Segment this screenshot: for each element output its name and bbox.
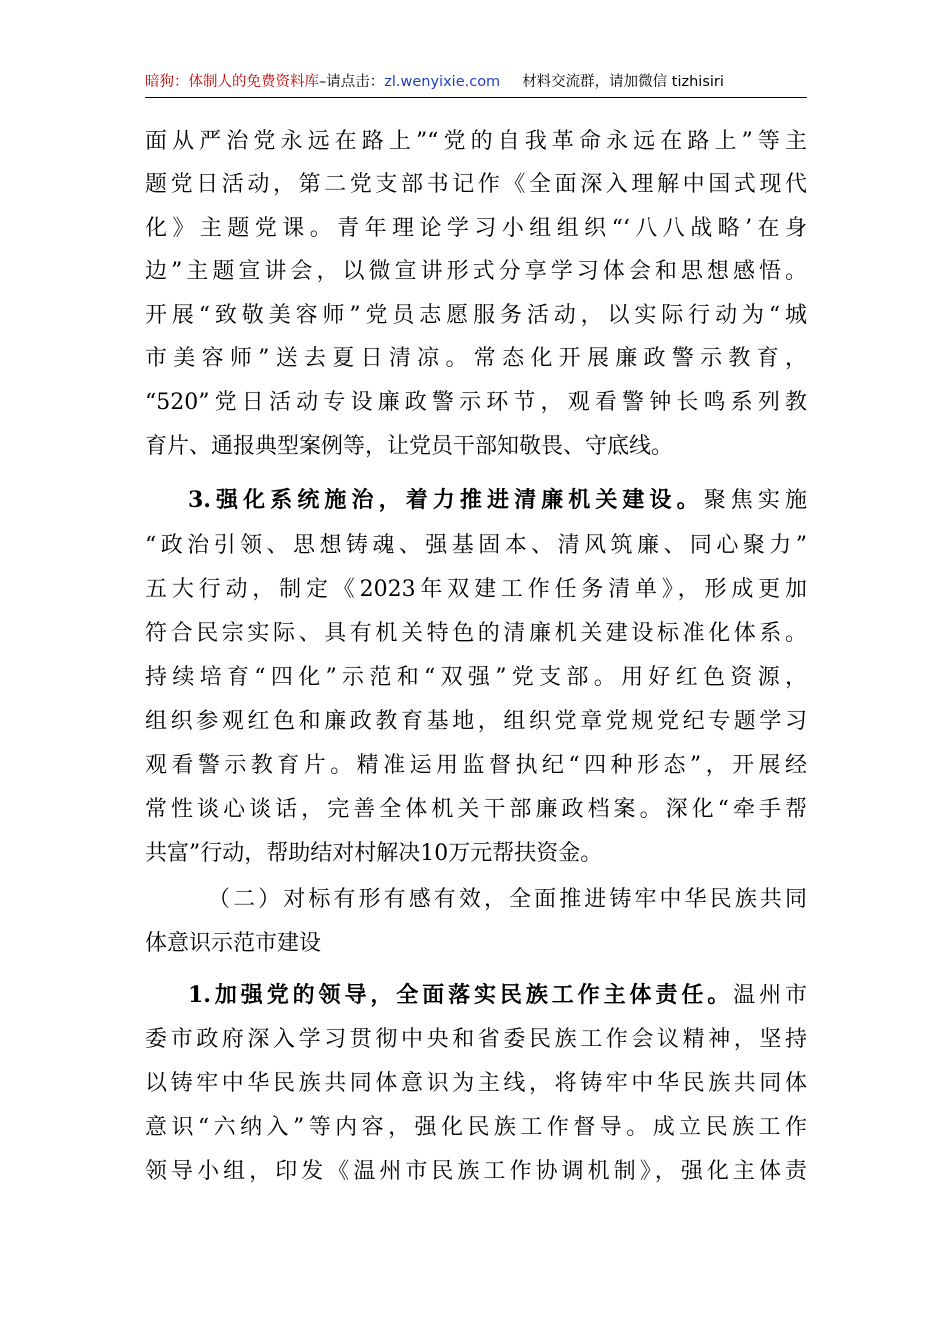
body-line: 面从严治党永远在路上”“党的自我革命永远在路上”等主 bbox=[145, 129, 807, 154]
body-line: 常性谈心谈话，完善全体机关干部廉政档案。深化“牵手帮 bbox=[145, 797, 807, 822]
body-line: 五大行动，制定《2023年双建工作任务清单》，形成更加 bbox=[145, 577, 807, 602]
body-line: 题党日活动，第二党支部书记作《全面深入理解中国式现代 bbox=[145, 172, 807, 197]
body-line: 市美容师”送去夏日清凉。常态化开展廉政警示教育， bbox=[145, 346, 807, 371]
body-line: 委市政府深入学习贯彻中央和省委民族工作会议精神，坚持 bbox=[145, 1027, 807, 1052]
header-click-label: –请点击： bbox=[319, 74, 385, 90]
body-line: 组织参观红色和廉政教育基地，组织党章党规党纪专题学习 bbox=[145, 709, 807, 734]
body-line: 以铸牢中华民族共同体意识为主线，将铸牢中华民族共同体 bbox=[145, 1071, 807, 1096]
page-header bbox=[145, 68, 807, 96]
body-line: 开展“致敬美容师”党员志愿服务活动，以实际行动为“城 bbox=[145, 303, 807, 328]
section-heading-line: （二）对标有形有感有效，全面推进铸牢中华民族共同 bbox=[208, 887, 807, 912]
header-brand: 暗狗：体制人的免费资料库 bbox=[145, 74, 319, 90]
header-divider bbox=[145, 97, 807, 98]
body-line: 符合民宗实际、具有机关特色的清廉机关建设标准化体系。 bbox=[145, 621, 807, 646]
paragraph-1-heading: 1.加强党的领导，全面落实民族工作主体责任。 bbox=[188, 982, 734, 1008]
paragraph-1-first-line bbox=[188, 975, 807, 1015]
paragraph-3-first-tail: 聚焦实施 bbox=[703, 488, 807, 513]
paragraph-3-heading: 3.强化系统施治，着力推进清廉机关建设。 bbox=[188, 487, 704, 513]
body-line: “520”党日活动专设廉政警示环节，观看警钟长鸣系列教 bbox=[145, 390, 807, 415]
body-line: 共富”行动，帮助结对村解决10万元帮扶资金。 bbox=[145, 841, 603, 866]
body-line: 观看警示教育片。精准运用监督执纪“四种形态”，开展经 bbox=[145, 753, 807, 778]
body-line: 边”主题宣讲会，以微宣讲形式分享学习体会和思想感悟。 bbox=[145, 259, 807, 284]
paragraph-3-first-line bbox=[188, 480, 807, 520]
section-heading-line: 体意识示范市建设 bbox=[145, 931, 322, 956]
header-group-info: 材料交流群，请加微信 tizhisiri bbox=[522, 74, 724, 90]
body-line: 持续培育“四化”示范和“双强”党支部。用好红色资源， bbox=[145, 665, 807, 690]
header-url-link[interactable]: zl.wenyixie.com bbox=[384, 74, 501, 90]
body-line: 育片、通报典型案例等，让党员干部知敬畏、守底线。 bbox=[145, 434, 674, 459]
body-line: 意识“六纳入”等内容，强化民族工作督导。成立民族工作 bbox=[145, 1115, 807, 1140]
paragraph-1-first-tail: 温州市 bbox=[733, 983, 807, 1008]
body-line: 领导小组，印发《温州市民族工作协调机制》，强化主体责 bbox=[145, 1159, 807, 1184]
body-line: “政治引领、思想铸魂、强基固本、清风筑廉、同心聚力” bbox=[145, 533, 807, 558]
body-line: 化》主题党课。青年理论学习小组组织“‘八八战略’在身 bbox=[145, 216, 807, 241]
